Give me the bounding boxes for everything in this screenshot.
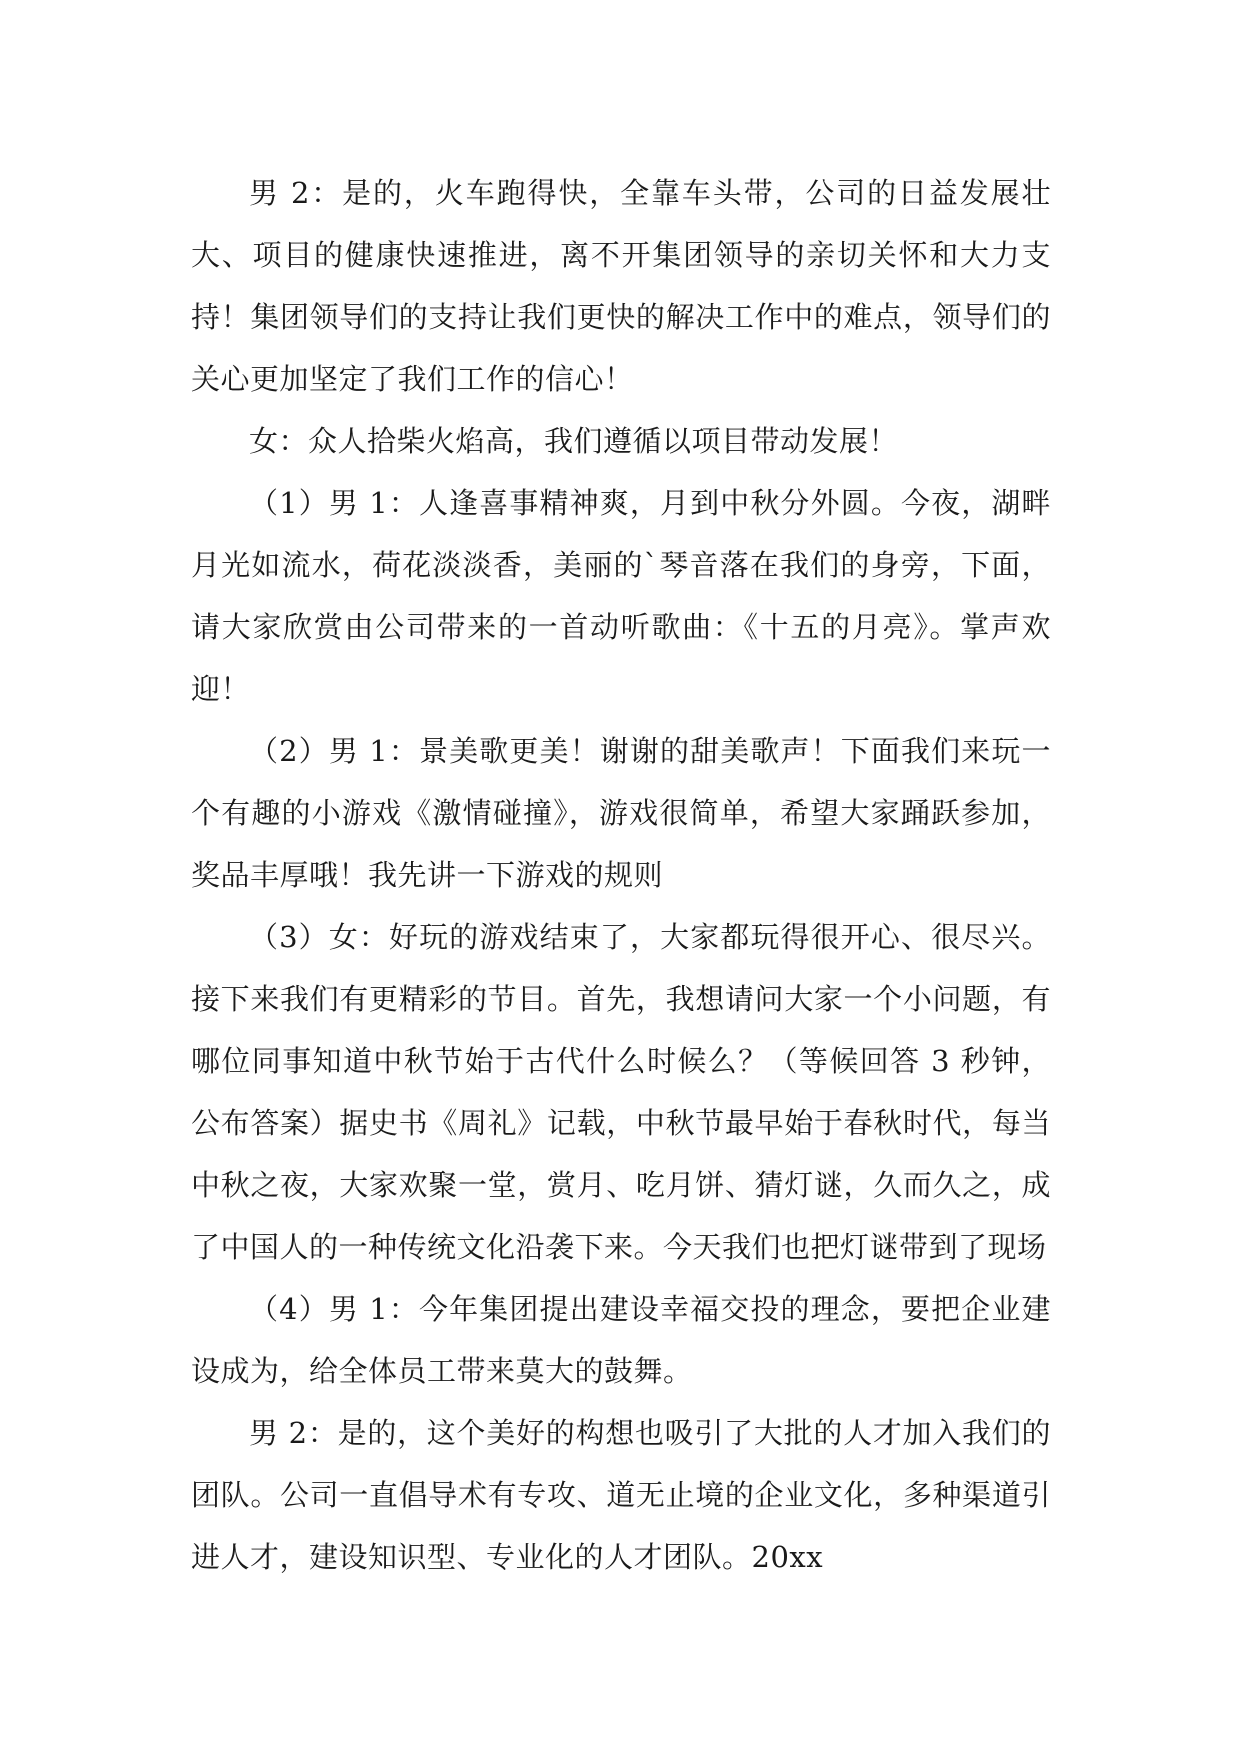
document-body bbox=[191, 162, 1051, 1588]
paragraph-male2-leadership: 男 2：是的，火车跑得快，全靠车头带，公司的日益发展壮大、项目的健康快速推进，离不开集团领导的亲切关怀和大力支持！集团领导们的支持让我们更快的解决工作中的难点，领导们的关心更加坚定了我们工作的信心！ bbox=[191, 176, 1051, 396]
paragraph-item-1-song: （1）男 1：人逢喜事精神爽，月到中秋分外圆。今夜，湖畔月光如流水，荷花淡淡香，美丽的`琴音落在我们的身旁，下面，请大家欣赏由公司带来的一首动听歌曲：《十五的月亮》。掌声欢迎！ bbox=[191, 486, 1051, 706]
paragraph-item-2-game: （2）男 1：景美歌更美！谢谢的甜美歌声！下面我们来玩一个有趣的小游戏《激情碰撞》，游戏很简单，希望大家踊跃参加，奖品丰厚哦！我先讲一下游戏的规则 bbox=[191, 734, 1051, 892]
paragraph-female-projects: 女：众人拾柴火焰高，我们遵循以项目带动发展！ bbox=[249, 424, 899, 458]
paragraph-male2-talent: 男 2：是的，这个美好的构想也吸引了大批的人才加入我们的团队。公司一直倡导术有专攻、道无止境的企业文化，多种渠道引进人才，建设知识型、专业化的人才团队。20xx bbox=[191, 1416, 1051, 1574]
paragraph-item-3-riddles: （3）女：好玩的游戏结束了，大家都玩得很开心、很尽兴。接下来我们有更精彩的节目。首先，我想请问大家一个小问题，有哪位同事知道中秋节始于古代什么时候么？（等候回答 3 秒钟，公布答案）据史书《周礼》记载，中秋节最早始于春秋时代，每当中秋之夜，大家欢聚一堂，赏月、吃月饼、猜灯谜，久而久之，成了中国人的一种传统文化沿袭下来。今天我们也把灯谜带到了现场 bbox=[191, 920, 1051, 1264]
paragraph-item-4-concept: （4）男 1：今年集团提出建设幸福交投的理念，要把企业建设成为，给全体员工带来莫大的鼓舞。 bbox=[191, 1292, 1051, 1388]
